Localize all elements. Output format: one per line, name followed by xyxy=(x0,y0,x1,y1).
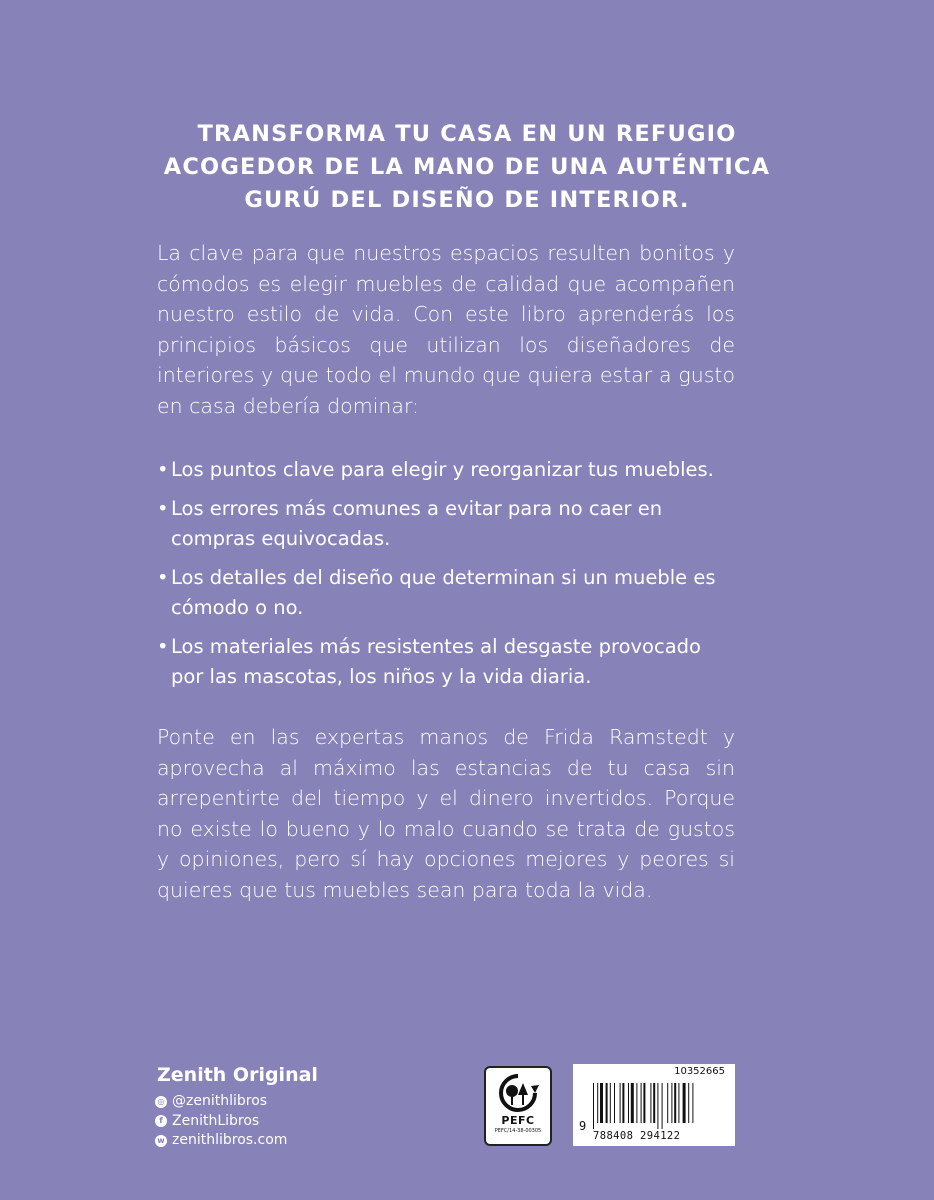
social-handle: @zenithlibros xyxy=(172,1093,268,1109)
intro-paragraph: La clave para que nuestros espacios resulten bonitos y cómodos es elegir muebles de calidad que acompañen nuestro estilo de vida. Con este libro aprenderás los principios básicos que utilizan los diseñadores de interiores y que todo el mundo que quiera estar a gusto en casa debería dominar: xyxy=(157,241,735,418)
website-url: zenithlibros.com xyxy=(172,1132,288,1148)
social-handle: ZenithLibros xyxy=(172,1112,260,1129)
pefc-code: PEFC/14-38-00305 xyxy=(494,1128,542,1134)
pefc-label: PEFC xyxy=(501,1114,535,1127)
social-facebook[interactable] xyxy=(155,1112,287,1132)
bullet-marker: • xyxy=(157,566,169,589)
list-item xyxy=(157,563,735,623)
bullet-marker: • xyxy=(157,458,169,481)
barcode-bars xyxy=(593,1083,727,1129)
barcode-digits: 788408 294122 xyxy=(593,1130,681,1142)
list-item-text: Los puntos clave para elegir y reorganizar tus muebles. xyxy=(171,458,714,481)
pefc-tree-icon xyxy=(495,1073,541,1113)
headline-line: TRANSFORMA TU CASA EN UN REFUGIO xyxy=(197,121,737,147)
social-instagram[interactable] xyxy=(155,1092,287,1112)
instagram-icon: ◎ xyxy=(155,1096,167,1108)
facebook-icon: f xyxy=(155,1115,167,1127)
feature-list xyxy=(157,455,735,701)
list-item xyxy=(157,494,735,554)
headline xyxy=(130,118,804,217)
list-item xyxy=(157,455,735,485)
bullet-marker: • xyxy=(157,497,169,520)
headline-line: ACOGEDOR DE LA MANO DE UNA AUTÉNTICA xyxy=(163,154,771,180)
list-item-text: Los detalles del diseño que determinan si un mueble es cómodo o no. xyxy=(171,566,716,619)
headline-line: GURÚ DEL DISEÑO DE INTERIOR. xyxy=(244,187,690,213)
bullet-marker: • xyxy=(157,635,169,658)
pefc-certification-logo xyxy=(484,1066,552,1146)
web-icon: w xyxy=(155,1135,167,1147)
list-item-text: Los errores más comunes a evitar para no caer en compras equivocadas. xyxy=(171,497,663,550)
closing-paragraph: Ponte en las expertas manos de Frida Ramstedt y aprovecha al máximo las estancias de tu casa sin arrepentirte del tiempo y el dinero invertidos. Porque no existe lo bueno y lo malo cuando se trata de gustos y opiniones, pero sí hay opciones mejores y peores si quieres que tus muebles sean para toda la vida. xyxy=(157,725,735,902)
social-web[interactable] xyxy=(155,1131,287,1151)
publisher-name: Zenith Original xyxy=(157,1064,318,1086)
product-code: 10352665 xyxy=(674,1066,725,1077)
isbn-barcode xyxy=(573,1064,735,1146)
list-item xyxy=(157,632,735,692)
list-item-text: Los materiales más resistentes al desgaste provocado por las mascotas, los niños y la vida diaria. xyxy=(171,635,701,688)
social-links xyxy=(155,1092,287,1151)
barcode-lead-digit: 9 xyxy=(579,1119,587,1133)
